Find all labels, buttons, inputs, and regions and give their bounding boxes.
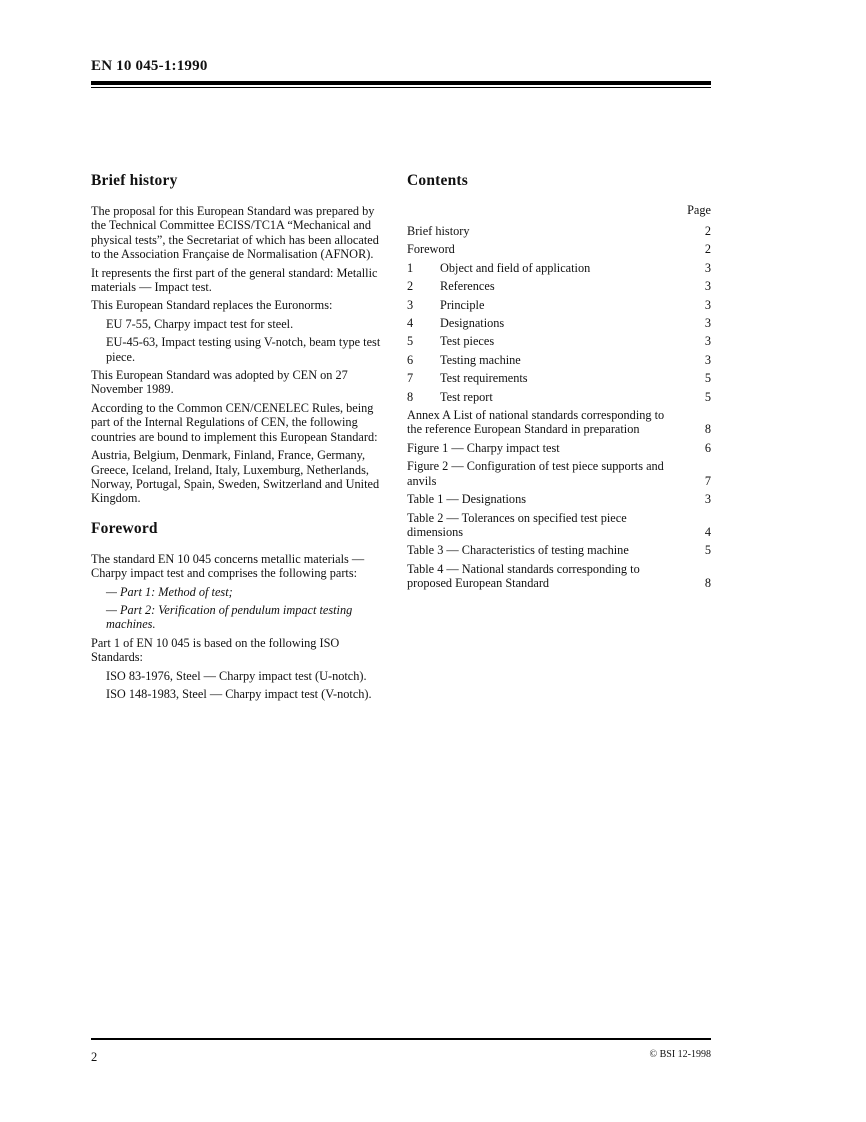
toc-entry-number: 3: [407, 297, 414, 312]
toc-entry-title: Table 1 — Designations: [407, 492, 527, 507]
toc-entry-page: 3: [704, 352, 711, 367]
brief-history-paragraph: The proposal for this European Standard was prepared by the Technical Committee ECISS/TC1A “Mechanical and physical tests”, the Secretariat of which has been allocated to the Association Française de Normalisation (AFNOR).: [91, 204, 379, 262]
iso-standard-item: ISO 148-1983, Steel — Charpy impact test (V-notch).: [106, 686, 372, 701]
euronorm-item: EU 7-55, Charpy impact test for steel.: [106, 316, 294, 331]
toc-entry[interactable]: [407, 334, 711, 348]
page-header: [91, 58, 711, 75]
foreword-paragraph: Part 1 of EN 10 045 is based on the following ISO Standards:: [91, 635, 340, 665]
toc-entry-title: References: [440, 279, 495, 294]
toc-entry-number: 2: [407, 279, 414, 294]
toc-entry-page: 5: [704, 543, 711, 558]
toc-entry-title: Test report: [440, 389, 493, 404]
toc-entry[interactable]: [407, 371, 711, 385]
header-rule-thin: [91, 87, 711, 88]
toc-entry-page: 3: [704, 334, 711, 349]
toc-entry-title: Object and field of application: [440, 260, 591, 275]
toc-entry[interactable]: [407, 279, 711, 293]
toc-entry-number: 4: [407, 316, 414, 331]
toc-entry-title: Table 3 — Characteristics of testing machine: [407, 543, 629, 558]
toc-entry[interactable]: [407, 242, 711, 256]
brief-history-heading: Brief history: [91, 172, 178, 189]
toc-entry-page: 5: [704, 389, 711, 404]
left-column: [91, 172, 391, 705]
toc-entry-title: Test requirements: [440, 371, 528, 386]
toc-entry-page: 3: [704, 260, 711, 275]
toc-entry-page: 4: [704, 524, 711, 539]
contents-heading: Contents: [407, 172, 469, 189]
toc-entry-title: Table 4 — National standards corresponding to proposed European Standard: [407, 561, 640, 591]
toc-entry[interactable]: [407, 492, 711, 506]
toc-entry-title: Test pieces: [440, 334, 495, 349]
toc-entry[interactable]: [407, 408, 711, 437]
toc-entry-page: 7: [704, 473, 711, 488]
toc-entry[interactable]: [407, 353, 711, 367]
toc-entry-title: Table 2 — Tolerances on specified test piece dimensions: [407, 510, 627, 539]
document-id: EN 10 045-1:1990: [91, 58, 208, 74]
toc-entry-page: 3: [704, 297, 711, 312]
brief-history-paragraph: It represents the first part of the general standard: Metallic materials — Impact test.: [91, 265, 378, 295]
foreword-part-item: — Part 2: Verification of pendulum impact testing machines.: [106, 602, 353, 632]
toc-entry-page: 8: [704, 576, 711, 591]
toc-entry[interactable]: [407, 459, 711, 488]
toc-entry-title: Designations: [440, 316, 505, 331]
toc-entry-title: Brief history: [407, 224, 470, 238]
toc-entry-page: 3: [704, 279, 711, 294]
footer-page-number: 2: [91, 1050, 98, 1064]
country-list: Austria, Belgium, Denmark, Finland, France, Germany, Greece, Iceland, Ireland, Italy, Luxemburg, Netherlands, Norway, Portugal, Spain, Sweden, Switzerland and United Kingdom.: [91, 448, 380, 506]
toc-entry-page: 6: [704, 440, 711, 455]
toc-entry-page: 3: [704, 316, 711, 331]
toc-entry[interactable]: [407, 511, 711, 540]
foreword-paragraph: The standard EN 10 045 concerns metallic materials — Charpy impact test and comprises the following parts:: [91, 551, 365, 581]
iso-standard-item: ISO 83-1976, Steel — Charpy impact test (U-notch).: [106, 668, 367, 683]
header-rule-thick: [91, 81, 711, 85]
toc-entry[interactable]: [407, 562, 711, 591]
toc-entry-title: Principle: [440, 297, 485, 312]
footer-rule: [91, 1038, 711, 1040]
toc-entry[interactable]: [407, 441, 711, 455]
toc-entry[interactable]: [407, 261, 711, 275]
toc-entry-page: 3: [704, 492, 711, 507]
foreword-part-item: — Part 1: Method of test;: [106, 584, 233, 599]
toc-entry-page: 2: [704, 224, 711, 238]
footer-copyright: © BSI 12-1998: [649, 1049, 711, 1060]
brief-history-paragraph: This European Standard was adopted by CEN on 27 November 1989.: [91, 368, 348, 397]
brief-history-paragraph: This European Standard replaces the Euronorms:: [91, 298, 333, 313]
toc-entry-number: 8: [407, 389, 414, 404]
toc-entry-page: 5: [704, 371, 711, 386]
right-column: [407, 172, 711, 595]
toc-page-column-header: Page: [687, 203, 711, 217]
toc-entry-number: 7: [407, 371, 414, 386]
table-of-contents: [407, 224, 711, 591]
toc-entry[interactable]: [407, 390, 711, 404]
toc-entry[interactable]: [407, 543, 711, 557]
toc-entry-title: Testing machine: [440, 352, 521, 367]
toc-entry-title: Figure 1 — Charpy impact test: [407, 440, 560, 455]
euronorm-item: EU-45-63, Impact testing using V-notch, beam type test piece.: [106, 335, 381, 364]
toc-entry-page: 2: [704, 242, 711, 257]
toc-entry[interactable]: [407, 224, 711, 238]
foreword-heading: Foreword: [91, 519, 158, 537]
toc-entry-title: Annex A List of national standards corresponding to the reference European Standard in preparation: [407, 408, 665, 437]
brief-history-paragraph: According to the Common CEN/CENELEC Rules, being part of the Internal Regulations of CEN, the following countries are bound to implement this European Standard:: [91, 400, 378, 444]
toc-entry-title: Foreword: [407, 242, 455, 257]
toc-entry-page: 8: [704, 422, 711, 437]
toc-entry-number: 5: [407, 334, 414, 349]
toc-entry-title: Figure 2 — Configuration of test piece supports and anvils: [407, 459, 664, 488]
toc-entry[interactable]: [407, 298, 711, 312]
toc-entry[interactable]: [407, 316, 711, 330]
toc-entry-number: 6: [407, 352, 414, 367]
toc-entry-number: 1: [407, 260, 414, 275]
